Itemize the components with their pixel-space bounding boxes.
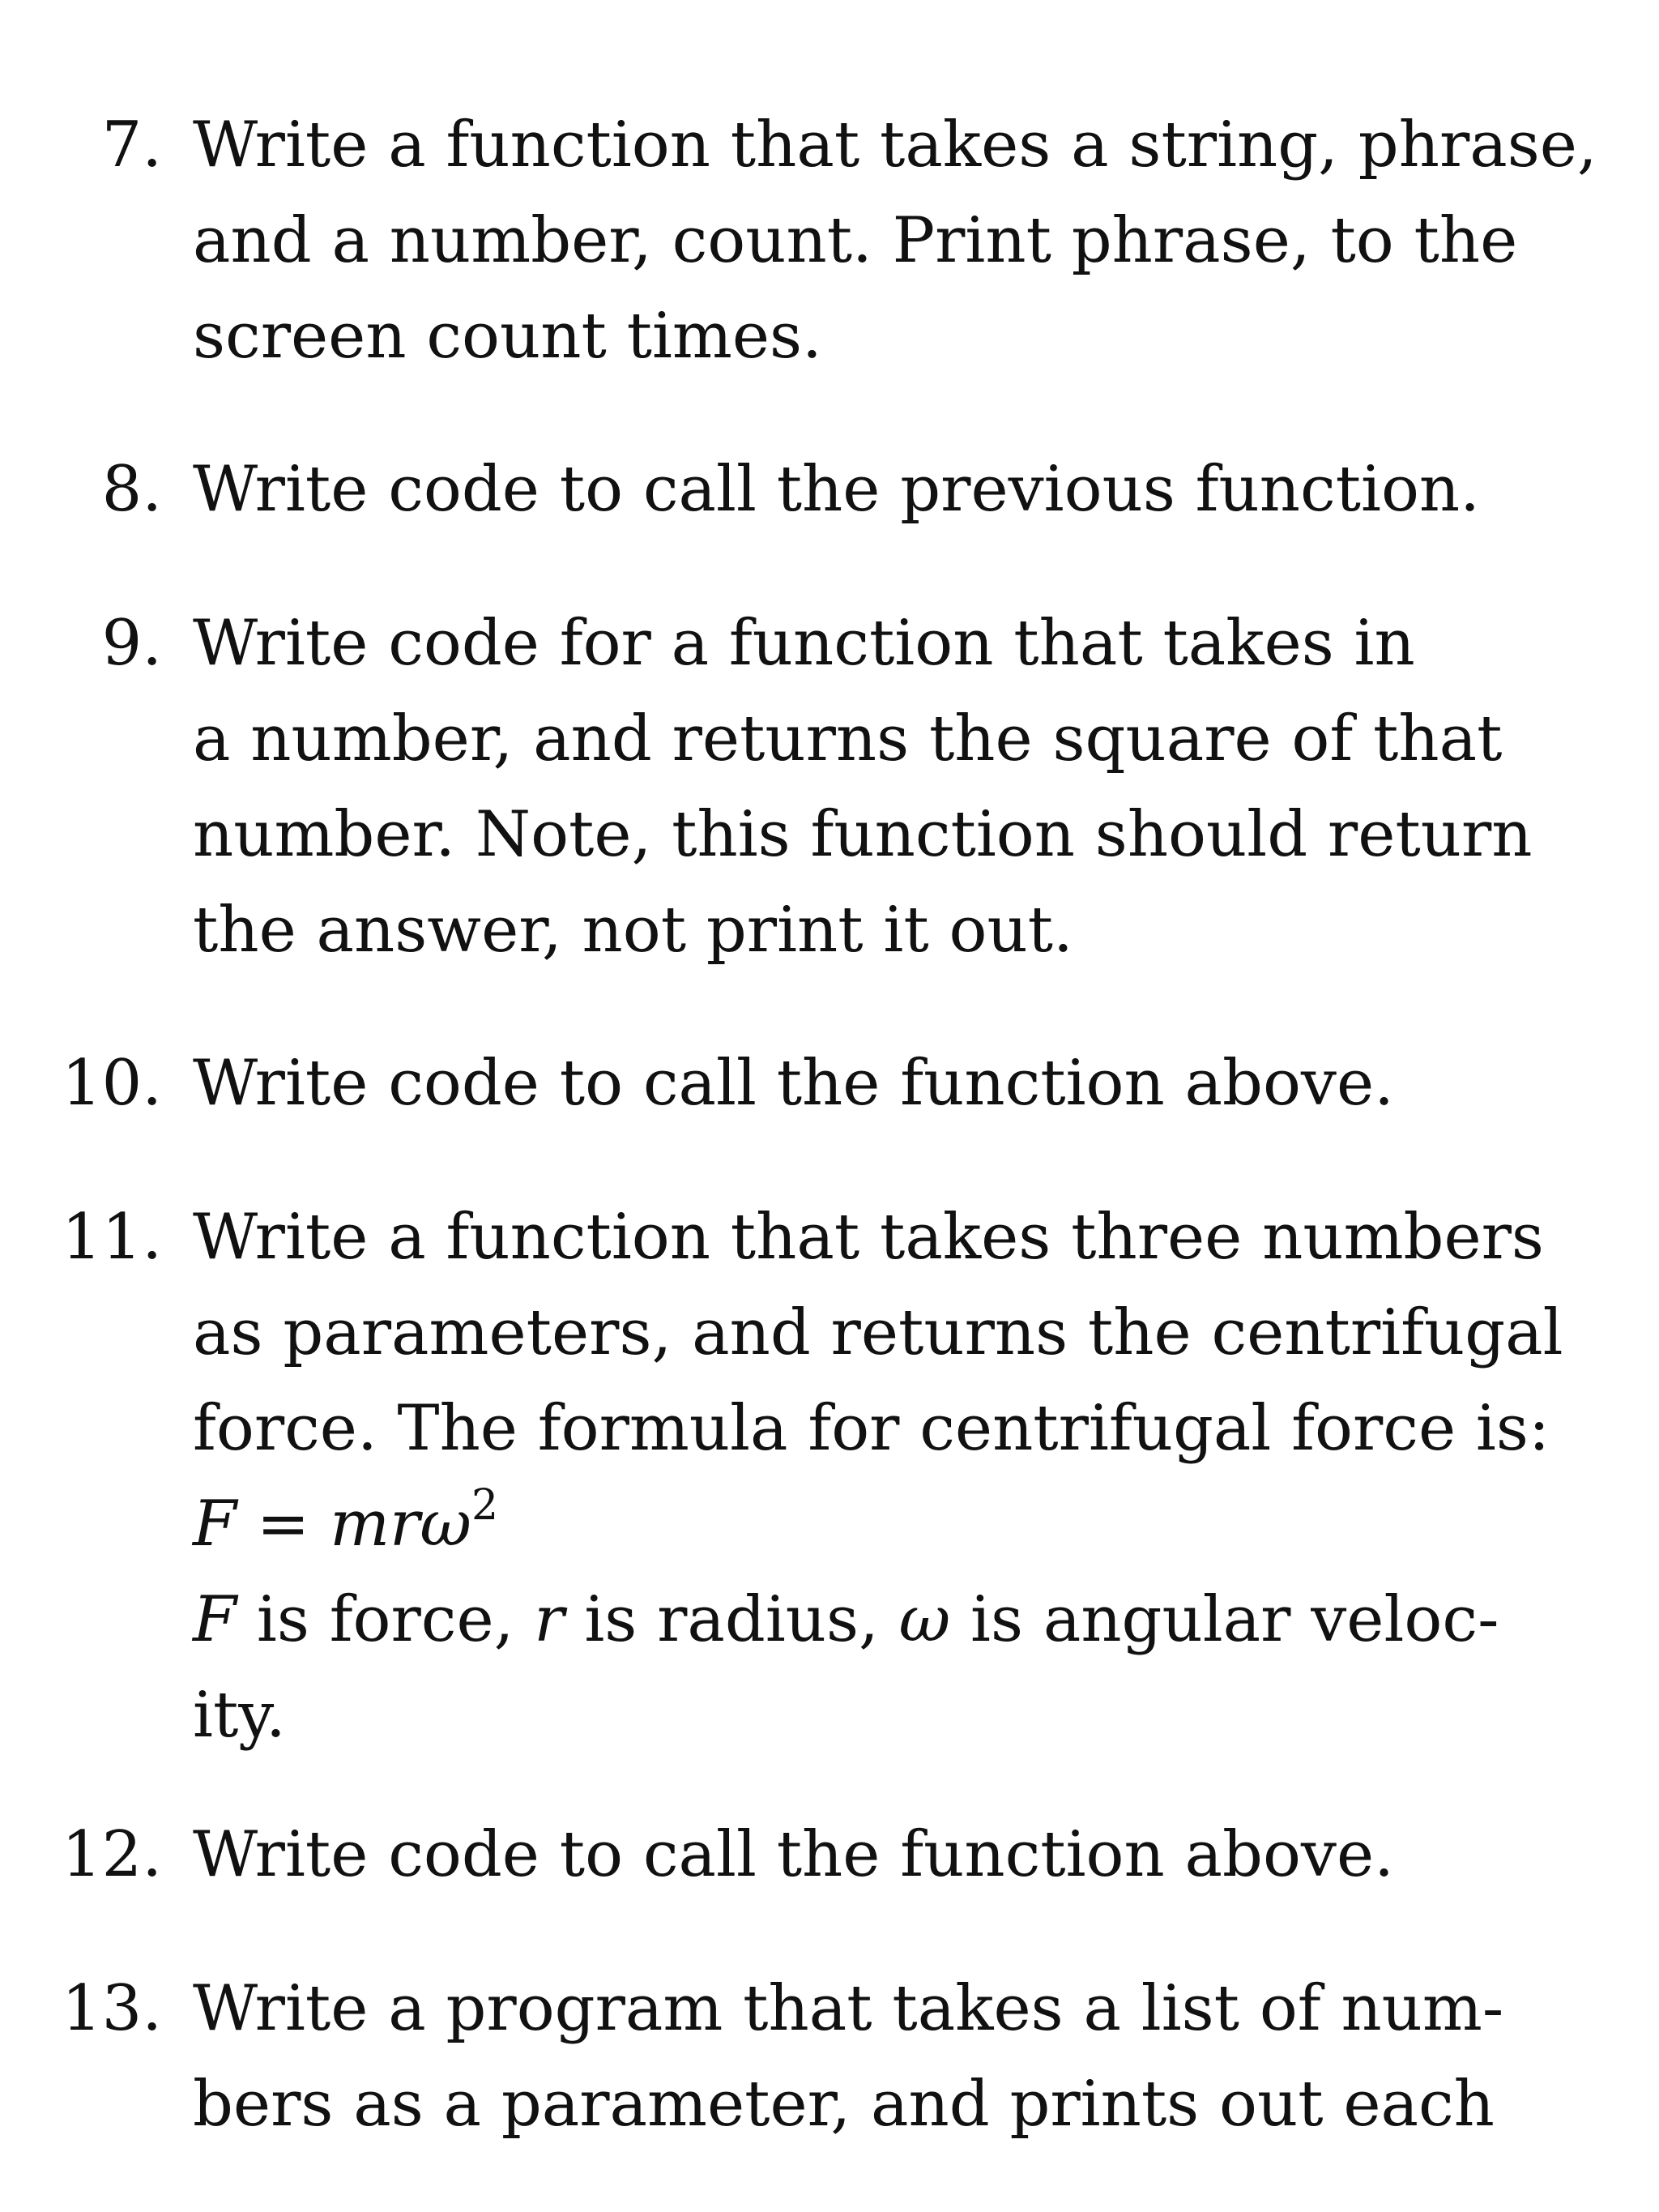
item-number: 11. [61,1201,162,1274]
item-text-line: Write a function that takes a string, phrase, [193,109,1597,181]
item-text-line: the answer, not print it out. [193,894,1073,967]
definition-force-text: is force, [237,1583,535,1656]
formula-equals: = [256,1488,310,1561]
item-text-line: bers as a parameter, and prints out each [193,2068,1495,2141]
item-text-line: Write code for a function that takes in [193,607,1415,680]
formula-force-symbol: F [193,1488,237,1561]
item-text-line: force. The formula for centrifugal force is: [193,1392,1550,1465]
item-text-line: Write a program that takes a list of num- [193,1972,1504,2045]
item-text-line: screen count times. [193,300,822,373]
item-text-line: Write code to call the function above. [193,1818,1394,1891]
item-text-line: Write code to call the previous function. [193,453,1480,526]
item-number: 8. [101,453,162,526]
item-text-line: Write code to call the function above. [193,1047,1394,1120]
item-number: 12. [61,1818,162,1891]
formula-definition-line [193,1572,1499,1668]
item-text-line: as parameters, and returns the centrifugal [193,1296,1563,1369]
item-text-line: Write a function that takes three numbers [193,1201,1544,1274]
item-number: 10. [61,1047,162,1120]
definition-omega-text: is angular veloc- [950,1583,1499,1656]
formula-exponent: 2 [471,1481,499,1530]
item-text-line: number. Note, this function should return [193,798,1533,871]
item-number: 13. [61,1972,162,2045]
formula-definition-tail: ity. [193,1679,286,1752]
definition-omega-symbol: ω [898,1583,951,1656]
centrifugal-formula [193,1476,498,1572]
definition-force-symbol: F [193,1583,237,1656]
item-text-line: a number, and returns the square of that [193,702,1503,775]
item-number: 9. [101,607,162,680]
definition-radius-text: is radius, [564,1583,899,1656]
item-number: 7. [101,109,162,181]
definition-radius-symbol: r [534,1583,565,1656]
formula-rhs: mrω [330,1488,471,1561]
item-text-line: and a number, count. Print phrase, to the [193,204,1518,277]
